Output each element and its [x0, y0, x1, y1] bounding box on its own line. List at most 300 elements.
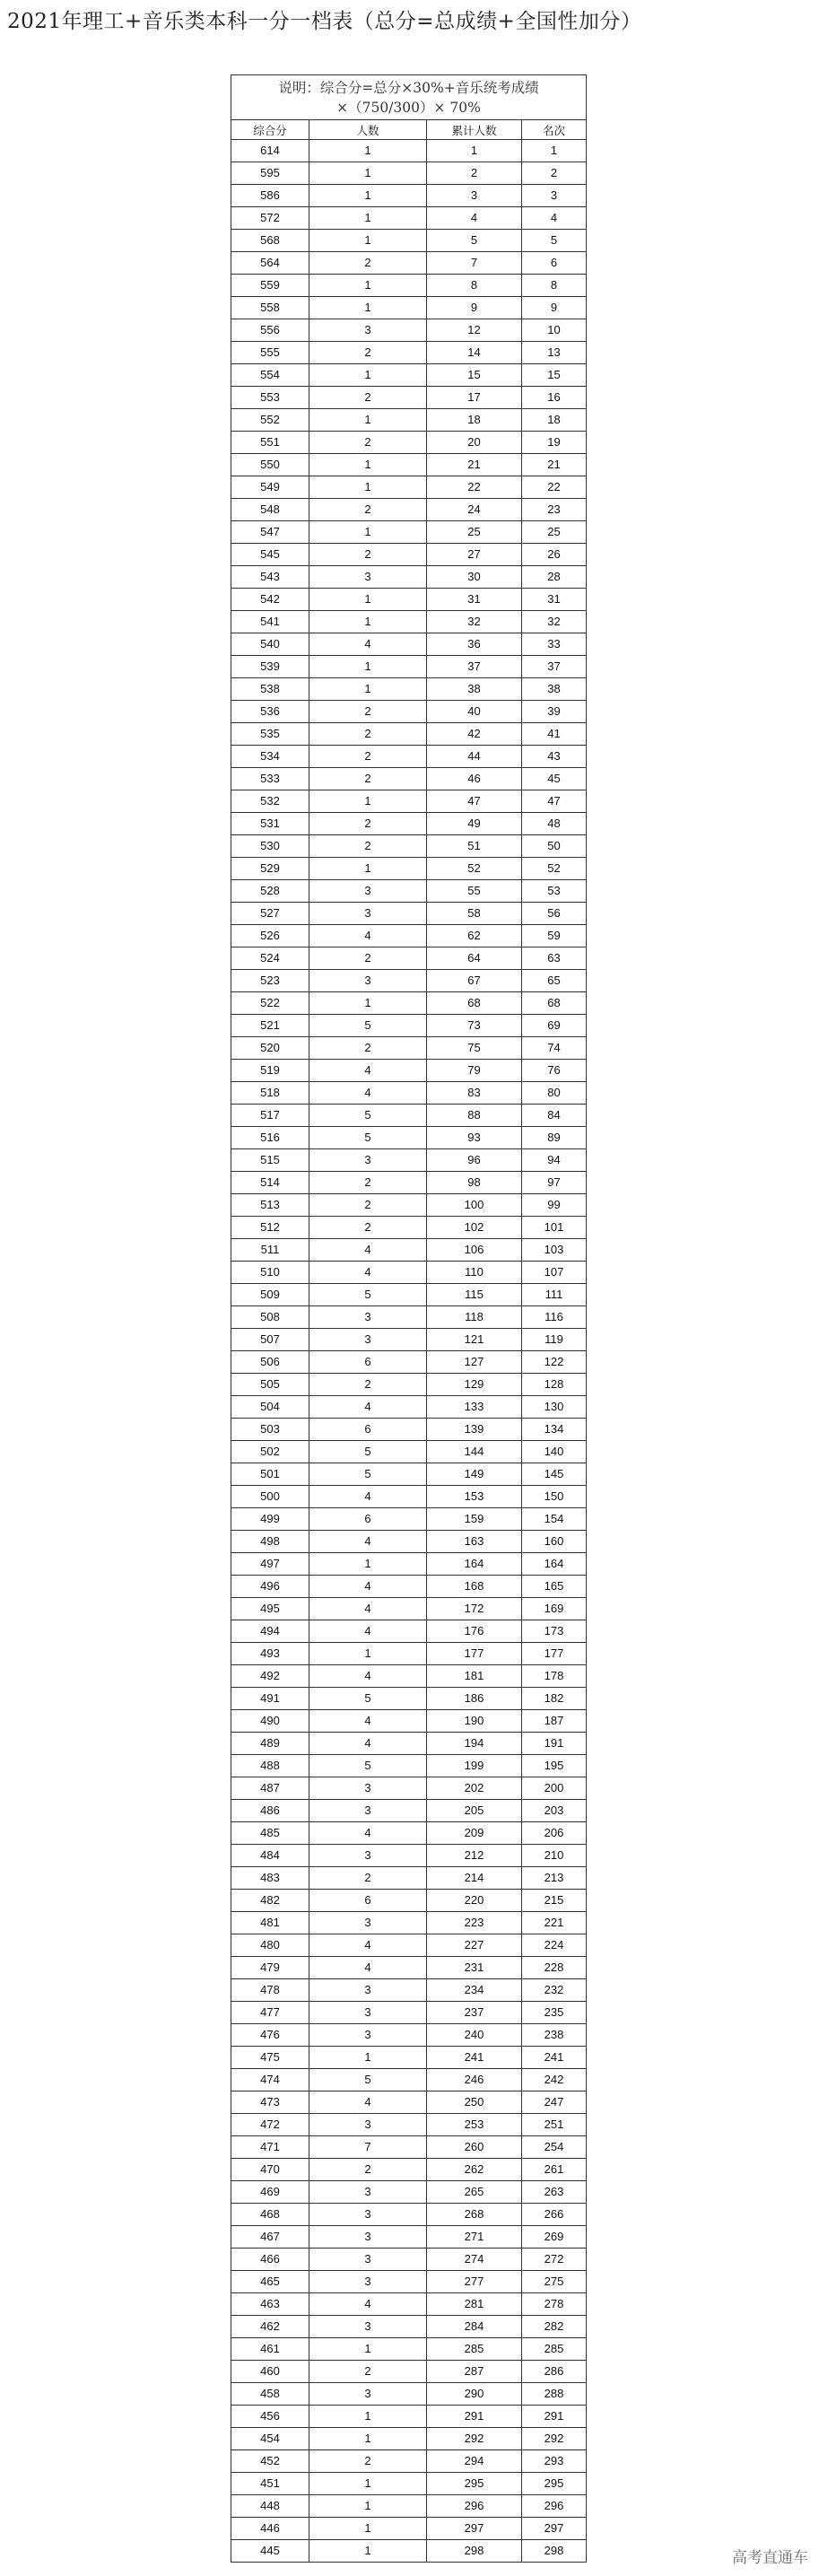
cell-rank: 228 [522, 1957, 587, 1979]
cell-cumulative-count: 277 [427, 2271, 522, 2293]
cell-composite-score: 486 [231, 1800, 309, 1822]
cell-composite-score: 522 [231, 992, 309, 1015]
cell-rank: 200 [522, 1777, 587, 1800]
cell-count: 1 [309, 140, 427, 162]
cell-cumulative-count: 250 [427, 2091, 522, 2114]
cell-cumulative-count: 27 [427, 544, 522, 566]
cell-composite-score: 529 [231, 858, 309, 880]
cell-composite-score: 467 [231, 2226, 309, 2249]
cell-composite-score: 480 [231, 1934, 309, 1957]
cell-cumulative-count: 149 [427, 1463, 522, 1486]
cell-composite-score: 501 [231, 1463, 309, 1486]
cell-composite-score: 466 [231, 2249, 309, 2271]
cell-composite-score: 508 [231, 1306, 309, 1329]
cell-cumulative-count: 32 [427, 611, 522, 633]
cell-composite-score: 518 [231, 1082, 309, 1105]
cell-count: 3 [309, 2181, 427, 2204]
page-title: 2021年理工+音乐类本科一分一档表（总分=总成绩+全国性加分） [7, 10, 642, 33]
cell-rank: 38 [522, 678, 587, 701]
cell-composite-score: 454 [231, 2428, 309, 2450]
cell-rank: 286 [522, 2361, 587, 2383]
table-row [231, 1688, 587, 1710]
cell-rank: 25 [522, 521, 587, 544]
cell-count: 2 [309, 723, 427, 746]
cell-composite-score: 539 [231, 656, 309, 678]
table-row [231, 252, 587, 275]
cell-rank: 241 [522, 2047, 587, 2069]
cell-rank: 63 [522, 947, 587, 970]
cell-cumulative-count: 51 [427, 835, 522, 858]
cell-composite-score: 445 [231, 2540, 309, 2563]
cell-count: 1 [309, 2047, 427, 2069]
cell-rank: 97 [522, 1172, 587, 1194]
cell-count: 1 [309, 678, 427, 701]
table-row [231, 409, 587, 432]
watermark: 高考直通车 [732, 2549, 808, 2567]
table-row [231, 1845, 587, 1867]
cell-count: 6 [309, 1419, 427, 1441]
cell-rank: 47 [522, 790, 587, 813]
cell-count: 4 [309, 1822, 427, 1845]
cell-count: 3 [309, 2204, 427, 2226]
cell-composite-score: 472 [231, 2114, 309, 2136]
cell-count: 2 [309, 813, 427, 835]
cell-composite-score: 510 [231, 1262, 309, 1284]
table-row [231, 140, 587, 162]
cell-cumulative-count: 223 [427, 1912, 522, 1934]
cell-rank: 254 [522, 2136, 587, 2159]
cell-cumulative-count: 297 [427, 2518, 522, 2540]
cell-rank: 272 [522, 2249, 587, 2271]
cell-cumulative-count: 144 [427, 1441, 522, 1463]
cell-cumulative-count: 194 [427, 1733, 522, 1755]
cell-composite-score: 473 [231, 2091, 309, 2114]
cell-composite-score: 499 [231, 1508, 309, 1531]
cell-cumulative-count: 295 [427, 2473, 522, 2495]
cell-count: 4 [309, 1239, 427, 1262]
cell-count: 1 [309, 2518, 427, 2540]
table-row [231, 1508, 587, 1531]
cell-cumulative-count: 31 [427, 589, 522, 611]
cell-count: 2 [309, 544, 427, 566]
cell-cumulative-count: 38 [427, 678, 522, 701]
cell-composite-score: 498 [231, 1531, 309, 1553]
cell-count: 4 [309, 633, 427, 656]
cell-rank: 52 [522, 858, 587, 880]
cell-rank: 169 [522, 1598, 587, 1620]
cell-count: 1 [309, 207, 427, 230]
table-row [231, 1127, 587, 1149]
table-note-line-1: 说明：综合分=总分×30%+音乐统考成绩 [278, 79, 539, 96]
cell-count: 5 [309, 1688, 427, 1710]
table-row [231, 656, 587, 678]
cell-cumulative-count: 265 [427, 2181, 522, 2204]
cell-cumulative-count: 199 [427, 1755, 522, 1777]
table-row [231, 1284, 587, 1306]
cell-count: 3 [309, 319, 427, 342]
cell-cumulative-count: 284 [427, 2316, 522, 2338]
cell-cumulative-count: 202 [427, 1777, 522, 1800]
cell-rank: 6 [522, 252, 587, 275]
table-row [231, 835, 587, 858]
cell-cumulative-count: 287 [427, 2361, 522, 2383]
cell-rank: 21 [522, 454, 587, 476]
cell-cumulative-count: 22 [427, 476, 522, 499]
cell-cumulative-count: 3 [427, 185, 522, 207]
cell-rank: 4 [522, 207, 587, 230]
cell-rank: 65 [522, 970, 587, 992]
cell-rank: 238 [522, 2024, 587, 2047]
table-row [231, 544, 587, 566]
table-row [231, 1463, 587, 1486]
cell-count: 3 [309, 2226, 427, 2249]
cell-count: 4 [309, 1710, 427, 1733]
cell-cumulative-count: 20 [427, 432, 522, 454]
table-row [231, 2361, 587, 2383]
cell-rank: 221 [522, 1912, 587, 1934]
cell-count: 1 [309, 611, 427, 633]
cell-rank: 285 [522, 2338, 587, 2361]
table-row [231, 790, 587, 813]
cell-cumulative-count: 49 [427, 813, 522, 835]
cell-cumulative-count: 30 [427, 566, 522, 589]
cell-rank: 53 [522, 880, 587, 903]
cell-cumulative-count: 67 [427, 970, 522, 992]
cell-composite-score: 545 [231, 544, 309, 566]
cell-count: 6 [309, 1890, 427, 1912]
cell-composite-score: 484 [231, 1845, 309, 1867]
cell-cumulative-count: 17 [427, 387, 522, 409]
table-row [231, 2473, 587, 2495]
cell-count: 1 [309, 2338, 427, 2361]
cell-cumulative-count: 281 [427, 2293, 522, 2316]
cell-count: 1 [309, 275, 427, 297]
cell-count: 3 [309, 1979, 427, 2002]
cell-cumulative-count: 4 [427, 207, 522, 230]
table-row [231, 387, 587, 409]
cell-composite-score: 483 [231, 1867, 309, 1890]
table-row [231, 2091, 587, 2114]
table-row [231, 1979, 587, 2002]
cell-count: 2 [309, 499, 427, 521]
cell-count: 4 [309, 1396, 427, 1419]
cell-cumulative-count: 100 [427, 1194, 522, 1217]
cell-cumulative-count: 237 [427, 2002, 522, 2024]
cell-cumulative-count: 159 [427, 1508, 522, 1531]
cell-cumulative-count: 24 [427, 499, 522, 521]
cell-composite-score: 482 [231, 1890, 309, 1912]
table-row [231, 903, 587, 925]
cell-rank: 247 [522, 2091, 587, 2114]
table-row [231, 992, 587, 1015]
table-row [231, 2069, 587, 2091]
cell-rank: 31 [522, 589, 587, 611]
cell-cumulative-count: 115 [427, 1284, 522, 1306]
cell-rank: 80 [522, 1082, 587, 1105]
cell-composite-score: 564 [231, 252, 309, 275]
cell-rank: 263 [522, 2181, 587, 2204]
cell-cumulative-count: 8 [427, 275, 522, 297]
cell-cumulative-count: 110 [427, 1262, 522, 1284]
cell-composite-score: 536 [231, 701, 309, 723]
table-row [231, 1890, 587, 1912]
cell-composite-score: 535 [231, 723, 309, 746]
table-row [231, 970, 587, 992]
cell-count: 1 [309, 2540, 427, 2563]
table-row [231, 1553, 587, 1576]
cell-cumulative-count: 181 [427, 1665, 522, 1688]
table-row [231, 1060, 587, 1082]
cell-rank: 177 [522, 1643, 587, 1665]
cell-composite-score: 553 [231, 387, 309, 409]
table-note-line-2: ×（750/300）× 70% [336, 99, 481, 116]
table-row [231, 2540, 587, 2563]
table-row [231, 2136, 587, 2159]
cell-composite-score: 572 [231, 207, 309, 230]
table-row [231, 723, 587, 746]
cell-cumulative-count: 271 [427, 2226, 522, 2249]
cell-rank: 5 [522, 230, 587, 252]
cell-rank: 292 [522, 2428, 587, 2450]
table-row [231, 2159, 587, 2181]
cell-composite-score: 479 [231, 1957, 309, 1979]
cell-composite-score: 516 [231, 1127, 309, 1149]
cell-rank: 251 [522, 2114, 587, 2136]
cell-count: 1 [309, 2428, 427, 2450]
cell-composite-score: 488 [231, 1755, 309, 1777]
table-row [231, 1777, 587, 1800]
table-row [231, 1934, 587, 1957]
cell-cumulative-count: 55 [427, 880, 522, 903]
cell-rank: 111 [522, 1284, 587, 1306]
cell-rank: 119 [522, 1329, 587, 1351]
cell-cumulative-count: 294 [427, 2450, 522, 2473]
cell-count: 4 [309, 1262, 427, 1284]
cell-count: 2 [309, 2159, 427, 2181]
table-row [231, 2114, 587, 2136]
cell-rank: 213 [522, 1867, 587, 1890]
cell-count: 3 [309, 880, 427, 903]
cell-cumulative-count: 15 [427, 364, 522, 387]
cell-count: 2 [309, 1217, 427, 1239]
cell-cumulative-count: 64 [427, 947, 522, 970]
cell-rank: 84 [522, 1105, 587, 1127]
cell-composite-score: 547 [231, 521, 309, 544]
cell-count: 4 [309, 1957, 427, 1979]
table-row [231, 1037, 587, 1060]
cell-composite-score: 490 [231, 1710, 309, 1733]
cell-cumulative-count: 106 [427, 1239, 522, 1262]
cell-rank: 89 [522, 1127, 587, 1149]
cell-count: 4 [309, 1531, 427, 1553]
cell-cumulative-count: 102 [427, 1217, 522, 1239]
table-row [231, 1643, 587, 1665]
cell-composite-score: 489 [231, 1733, 309, 1755]
cell-count: 1 [309, 476, 427, 499]
cell-rank: 68 [522, 992, 587, 1015]
cell-rank: 9 [522, 297, 587, 319]
cell-count: 3 [309, 2271, 427, 2293]
cell-count: 2 [309, 1194, 427, 1217]
header-count: 人数 [309, 120, 427, 140]
cell-composite-score: 555 [231, 342, 309, 364]
cell-composite-score: 524 [231, 947, 309, 970]
cell-composite-score: 533 [231, 768, 309, 790]
cell-cumulative-count: 190 [427, 1710, 522, 1733]
cell-cumulative-count: 298 [427, 2540, 522, 2563]
cell-rank: 107 [522, 1262, 587, 1284]
cell-cumulative-count: 241 [427, 2047, 522, 2069]
cell-composite-score: 492 [231, 1665, 309, 1688]
cell-composite-score: 497 [231, 1553, 309, 1576]
cell-count: 4 [309, 1486, 427, 1508]
table-row [231, 1800, 587, 1822]
cell-count: 1 [309, 454, 427, 476]
cell-composite-score: 532 [231, 790, 309, 813]
cell-cumulative-count: 209 [427, 1822, 522, 1845]
table-row [231, 1351, 587, 1374]
cell-composite-score: 538 [231, 678, 309, 701]
cell-cumulative-count: 291 [427, 2406, 522, 2428]
table-row [231, 1441, 587, 1463]
table-row [231, 768, 587, 790]
cell-count: 2 [309, 2361, 427, 2383]
table-row [231, 2338, 587, 2361]
cell-count: 1 [309, 297, 427, 319]
cell-cumulative-count: 18 [427, 409, 522, 432]
cell-rank: 101 [522, 1217, 587, 1239]
cell-rank: 224 [522, 1934, 587, 1957]
cell-cumulative-count: 268 [427, 2204, 522, 2226]
cell-rank: 122 [522, 1351, 587, 1374]
table-row [231, 2024, 587, 2047]
cell-cumulative-count: 205 [427, 1800, 522, 1822]
cell-composite-score: 556 [231, 319, 309, 342]
table-row [231, 432, 587, 454]
cell-count: 2 [309, 701, 427, 723]
cell-cumulative-count: 290 [427, 2383, 522, 2406]
cell-rank: 150 [522, 1486, 587, 1508]
cell-count: 1 [309, 1643, 427, 1665]
table-row [231, 701, 587, 723]
cell-rank: 182 [522, 1688, 587, 1710]
cell-count: 1 [309, 364, 427, 387]
table-row [231, 2047, 587, 2069]
cell-count: 2 [309, 746, 427, 768]
cell-count: 3 [309, 2383, 427, 2406]
cell-composite-score: 481 [231, 1912, 309, 1934]
cell-cumulative-count: 133 [427, 1396, 522, 1419]
table-row [231, 1710, 587, 1733]
table-row [231, 185, 587, 207]
cell-rank: 1 [522, 140, 587, 162]
cell-rank: 178 [522, 1665, 587, 1688]
cell-count: 5 [309, 1284, 427, 1306]
cell-count: 3 [309, 1800, 427, 1822]
cell-composite-score: 520 [231, 1037, 309, 1060]
cell-composite-score: 512 [231, 1217, 309, 1239]
cell-composite-score: 451 [231, 2473, 309, 2495]
table-row [231, 521, 587, 544]
cell-rank: 48 [522, 813, 587, 835]
cell-rank: 26 [522, 544, 587, 566]
cell-composite-score: 468 [231, 2204, 309, 2226]
table-row [231, 1082, 587, 1105]
cell-rank: 37 [522, 656, 587, 678]
cell-cumulative-count: 47 [427, 790, 522, 813]
table-row [231, 319, 587, 342]
cell-count: 1 [309, 185, 427, 207]
cell-count: 1 [309, 409, 427, 432]
cell-cumulative-count: 14 [427, 342, 522, 364]
table-row [231, 499, 587, 521]
cell-count: 1 [309, 2406, 427, 2428]
cell-count: 1 [309, 656, 427, 678]
cell-cumulative-count: 212 [427, 1845, 522, 1867]
cell-cumulative-count: 83 [427, 1082, 522, 1105]
cell-count: 3 [309, 2114, 427, 2136]
table-row [231, 2271, 587, 2293]
cell-composite-score: 476 [231, 2024, 309, 2047]
table-row [231, 1733, 587, 1755]
cell-count: 2 [309, 342, 427, 364]
table-row [231, 589, 587, 611]
cell-count: 2 [309, 1172, 427, 1194]
cell-rank: 215 [522, 1890, 587, 1912]
cell-cumulative-count: 2 [427, 162, 522, 185]
cell-composite-score: 460 [231, 2361, 309, 2383]
table-row [231, 2181, 587, 2204]
cell-rank: 128 [522, 1374, 587, 1396]
cell-composite-score: 527 [231, 903, 309, 925]
cell-count: 3 [309, 566, 427, 589]
table-row [231, 2383, 587, 2406]
cell-count: 1 [309, 2473, 427, 2495]
cell-rank: 297 [522, 2518, 587, 2540]
cell-cumulative-count: 9 [427, 297, 522, 319]
cell-rank: 130 [522, 1396, 587, 1419]
cell-count: 2 [309, 432, 427, 454]
cell-count: 4 [309, 2091, 427, 2114]
cell-cumulative-count: 93 [427, 1127, 522, 1149]
cell-count: 5 [309, 1441, 427, 1463]
table-row [231, 2495, 587, 2518]
cell-rank: 19 [522, 432, 587, 454]
cell-rank: 18 [522, 409, 587, 432]
cell-composite-score: 552 [231, 409, 309, 432]
cell-count: 1 [309, 790, 427, 813]
table-row [231, 2428, 587, 2450]
cell-count: 3 [309, 2024, 427, 2047]
cell-cumulative-count: 40 [427, 701, 522, 723]
cell-composite-score: 509 [231, 1284, 309, 1306]
cell-rank: 23 [522, 499, 587, 521]
cell-cumulative-count: 186 [427, 1688, 522, 1710]
table-row [231, 364, 587, 387]
cell-composite-score: 523 [231, 970, 309, 992]
cell-count: 2 [309, 1037, 427, 1060]
cell-count: 5 [309, 1127, 427, 1149]
cell-cumulative-count: 292 [427, 2428, 522, 2450]
cell-rank: 15 [522, 364, 587, 387]
table-row [231, 207, 587, 230]
cell-rank: 195 [522, 1755, 587, 1777]
cell-count: 2 [309, 1867, 427, 1890]
cell-cumulative-count: 12 [427, 319, 522, 342]
cell-composite-score: 528 [231, 880, 309, 903]
cell-rank: 232 [522, 1979, 587, 2002]
cell-cumulative-count: 118 [427, 1306, 522, 1329]
